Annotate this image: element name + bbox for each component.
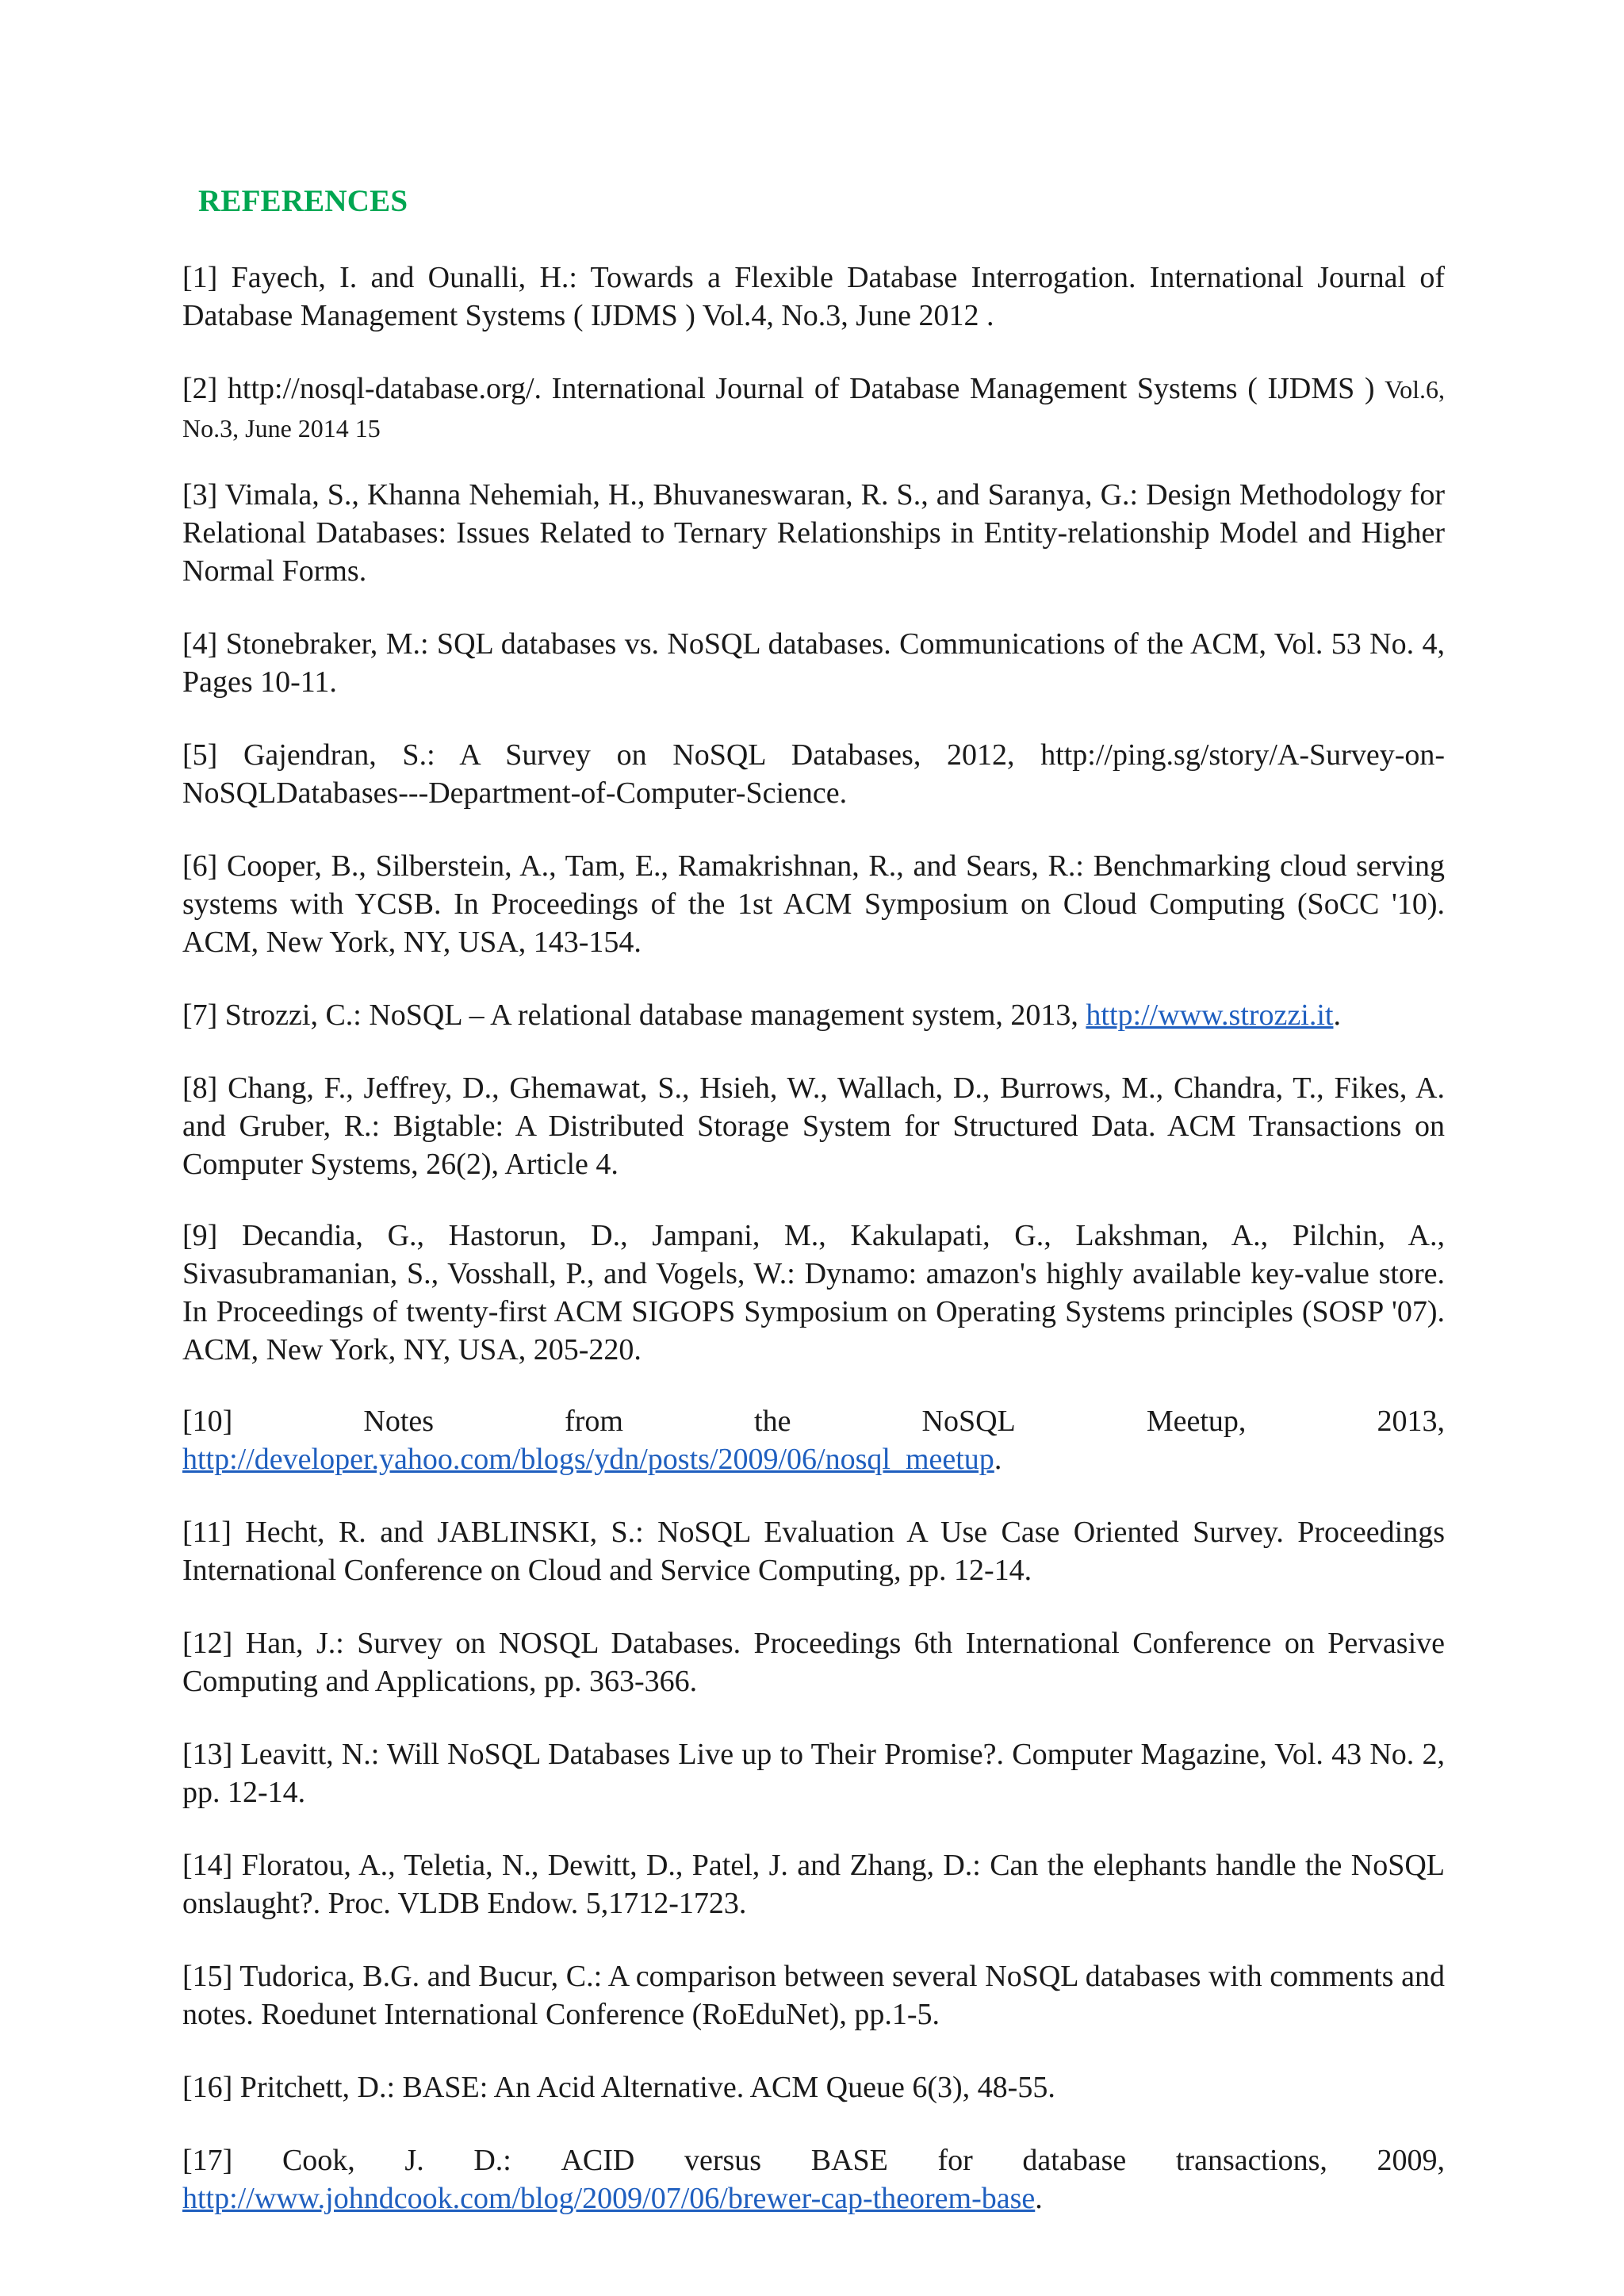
reference-2-volume: Vol.6, No.3, June 2014 15	[182, 375, 1445, 443]
reference-4: [4] Stonebraker, M.: SQL databases vs. NoSQL databases. Communications of the ACM, Vol. 53 No. 4, Pages 10-11.	[182, 627, 1445, 699]
reference-17-word: BASE	[810, 2144, 888, 2177]
reference-10-word: NoSQL	[921, 1405, 1016, 1438]
reference-17-word: for	[937, 2144, 973, 2177]
reference-10-word: the	[754, 1405, 791, 1438]
reference-10-word: Meetup,	[1146, 1405, 1247, 1438]
reference-17-word: J.	[404, 2144, 424, 2177]
reference-17-word: database	[1022, 2144, 1127, 2177]
reference-1: [1] Fayech, I. and Ounalli, H.: Towards a Flexible Database Interrogation. International Journal of Database Management Systems ( IJDMS ) Vol.4, No.3, June 2012 .	[182, 261, 1445, 332]
reference-17-link[interactable]: http://www.johndcook.com/blog/2009/07/06/brewer-cap-theorem-base	[182, 2182, 1036, 2215]
reference-7-text: [7] Strozzi, C.: NoSQL – A relational database management system, 2013,	[182, 999, 1086, 1032]
reference-17-word: ACID	[561, 2144, 635, 2177]
reference-3: [3] Vimala, S., Khanna Nehemiah, H., Bhuvaneswaran, R. S., and Saranya, G.: Design Methodology for Relational Databases: Issues Related to Ternary Relationships in Entity-relationship Model and Higher Normal Forms.	[182, 478, 1445, 588]
reference-7-link[interactable]: http://www.strozzi.it	[1086, 999, 1334, 1032]
reference-2-text: [2] http://nosql-database.org/. International Journal of Database Management Systems ( IJDMS )	[182, 372, 1375, 405]
reference-17	[182, 2141, 1445, 2217]
reference-17-word: transactions,	[1175, 2144, 1327, 2177]
reference-17-word: D.:	[473, 2144, 511, 2177]
reference-13: [13] Leavitt, N.: Will NoSQL Databases Live up to Their Promise?. Computer Magazine, Vol. 43 No. 2, pp. 12-14.	[182, 1738, 1445, 1809]
reference-17-word: [17]	[182, 2144, 233, 2177]
reference-17-word: Cook,	[282, 2144, 355, 2177]
reference-12: [12] Han, J.: Survey on NOSQL Databases. Proceedings 6th International Conference on Pervasive Computing and Applications, pp. 363-366.	[182, 1627, 1445, 1698]
references-heading: REFERENCES	[198, 184, 408, 218]
reference-7	[182, 996, 1445, 1034]
reference-17-second-line	[182, 2179, 1445, 2217]
reference-8: [8] Chang, F., Jeffrey, D., Ghemawat, S., Hsieh, W., Wallach, D., Burrows, M., Chandra, T., Fikes, A. and Gruber, R.: Bigtable: A Distributed Storage System for Structured Data. ACM Transactions on Computer Systems, 26(2), Article 4.	[182, 1071, 1445, 1181]
reference-10-period: .	[994, 1443, 1002, 1476]
reference-10-link[interactable]: http://developer.yahoo.com/blogs/ydn/posts/2009/06/nosql_meetup	[182, 1443, 994, 1476]
reference-10-second-line	[182, 1440, 1445, 1478]
reference-17-period: .	[1035, 2182, 1043, 2215]
reference-17-first-line	[182, 2141, 1445, 2179]
reference-10-word: from	[565, 1405, 623, 1438]
reference-10	[182, 1402, 1445, 1478]
reference-17-word: versus	[684, 2144, 762, 2177]
reference-9: [9] Decandia, G., Hastorun, D., Jampani, M., Kakulapati, G., Lakshman, A., Pilchin, A., Sivasubramanian, S., Vosshall, P., and Vogels, W.: Dynamo: amazon's highly available key-value store. In Proceedings of twenty-first ACM SIGOPS Symposium on Operating Systems principles (SOSP '07). ACM, New York, NY, USA, 205-220.	[182, 1219, 1445, 1366]
reference-2	[182, 370, 1445, 447]
reference-10-word: Notes	[363, 1405, 435, 1438]
reference-6: [6] Cooper, B., Silberstein, A., Tam, E., Ramakrishnan, R., and Sears, R.: Benchmarking cloud serving systems with YCSB. In Proceedings of the 1st ACM Symposium on Cloud Computing (SoCC '10). ACM, New York, NY, USA, 143-154.	[182, 849, 1445, 959]
reference-11: [11] Hecht, R. and JABLINSKI, S.: NoSQL Evaluation A Use Case Oriented Survey. Proceedings International Conference on Cloud and Service Computing, pp. 12-14.	[182, 1516, 1445, 1587]
reference-15: [15] Tudorica, B.G. and Bucur, C.: A comparison between several NoSQL databases with comments and notes. Roedunet International Conference (RoEduNet), pp.1-5.	[182, 1960, 1445, 2031]
reference-14: [14] Floratou, A., Teletia, N., Dewitt, D., Patel, J. and Zhang, D.: Can the elephants handle the NoSQL onslaught?. Proc. VLDB Endow. 5,1712-1723.	[182, 1849, 1445, 1920]
reference-5: [5] Gajendran, S.: A Survey on NoSQL Databases, 2012, http://ping.sg/story/A-Survey-on-NoSQLDatabases---Department-of-Computer-Science.	[182, 738, 1445, 810]
reference-7-period: .	[1333, 999, 1341, 1032]
reference-10-first-line	[182, 1402, 1445, 1440]
reference-17-word: 2009,	[1377, 2144, 1445, 2177]
reference-10-word: 2013,	[1377, 1405, 1445, 1438]
reference-16: [16] Pritchett, D.: BASE: An Acid Alternative. ACM Queue 6(3), 48-55.	[182, 2071, 1055, 2104]
reference-10-word: [10]	[182, 1405, 233, 1438]
